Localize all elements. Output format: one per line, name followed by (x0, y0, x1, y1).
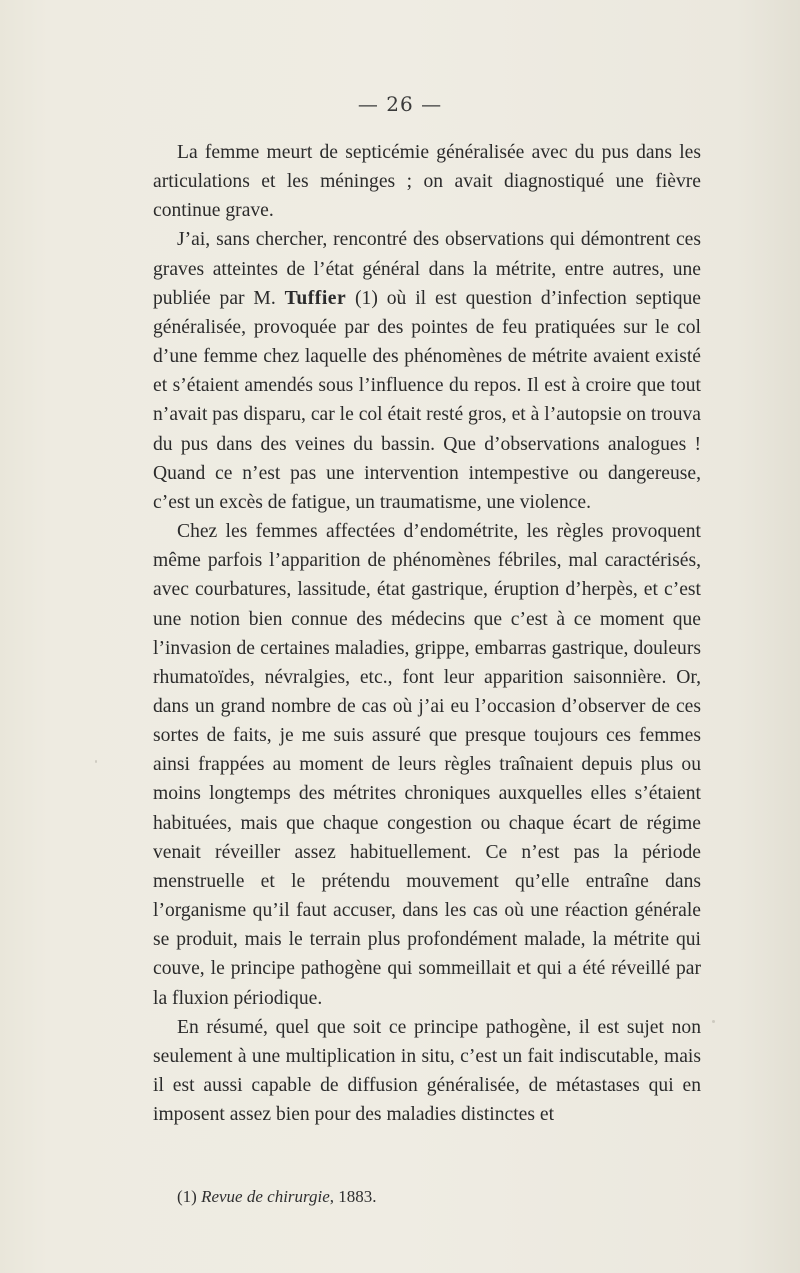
paragraph-2-rest: (1) où il est question d’infection septique généralisée, provoquée par des pointes de feu pratiquées sur le col d’une femme chez laquelle des phénomènes de métrite avaient existé et s’étaient amendés sous l’influence du repos. Il est à croire que tout n’avait pas disparu, car le col était resté gros, et à l’autopsie on trouva du pus dans des veines du bassin. Que d’observations analogues ! Quand ce n’est pas une intervention intempestive ou dangereuse, c’est un excès de fatigue, un traumatisme, une violence. (153, 287, 701, 513)
page-number: — 26 — (357, 92, 443, 116)
paragraph-3: Chez les femmes affectées d’endométrite, les règles provoquent même parfois l’apparition de phénomènes fébriles, mal caractérisés, avec courbatures, lassitude, état gastrique, éruption d’herpès, et c’est une notion bien connue des médecins que c’est à ce moment que l’invasion de certaines maladies, grippe, embarras gastrique, douleurs rhumatoïdes, névralgies, etc., font leur apparition saisonnière. Or, dans un grand nombre de cas où j’ai eu l’occasion d’observer de ces sortes de faits, je me suis assuré que presque toujours ces femmes ainsi frappées au moment de leurs règles traînaient depuis plus ou moins longtemps des métrites chroniques auxquelles elles s’étaient habituées, mais que chaque congestion ou chaque écart de régime venait réveiller assez habituellement. Ce n’est pas la période menstruelle et le prétendu mouvement qu’elle entraîne dans l’organisme qu’il faut accuser, dans les cas où une réaction générale se produit, mais le terrain plus profondément malade, la métrite qui couve, le principe pathogène qui sommeillait et qui a été réveillé par la fluxion périodique. (153, 521, 701, 1009)
paragraph-4: En résumé, quel que soit ce principe pathogène, il est sujet non seulement à une multiplication in situ, c’est un fait indiscutable, mais il est aussi capable de diffusion généralisée, de métastases qui en imposent assez bien pour des maladies distinctes et (153, 1016, 701, 1126)
paragraph-2 (153, 225, 701, 517)
footnote (177, 1187, 697, 1207)
footnote-year: , 1883. (329, 1187, 377, 1206)
body-text (153, 138, 701, 1129)
footnote-marker: (1) (177, 1187, 197, 1206)
paragraph-1: La femme meurt de septicémie généralisée avec du pus dans les articulations et les méninges ; on avait diagnostiqué une fièvre continue grave. (153, 142, 701, 222)
author-name: Tuffier (284, 287, 347, 309)
paper-speck (95, 760, 97, 763)
paper-speck (712, 1020, 715, 1023)
footnote-journal: Revue de chirurgie (201, 1187, 330, 1206)
paragraph-2-start: J’ai, sans chercher, rencontré des observations qui démontrent ces graves atteintes de l’état général dans la métrite, entre autres, une publiée par M. (153, 229, 701, 309)
